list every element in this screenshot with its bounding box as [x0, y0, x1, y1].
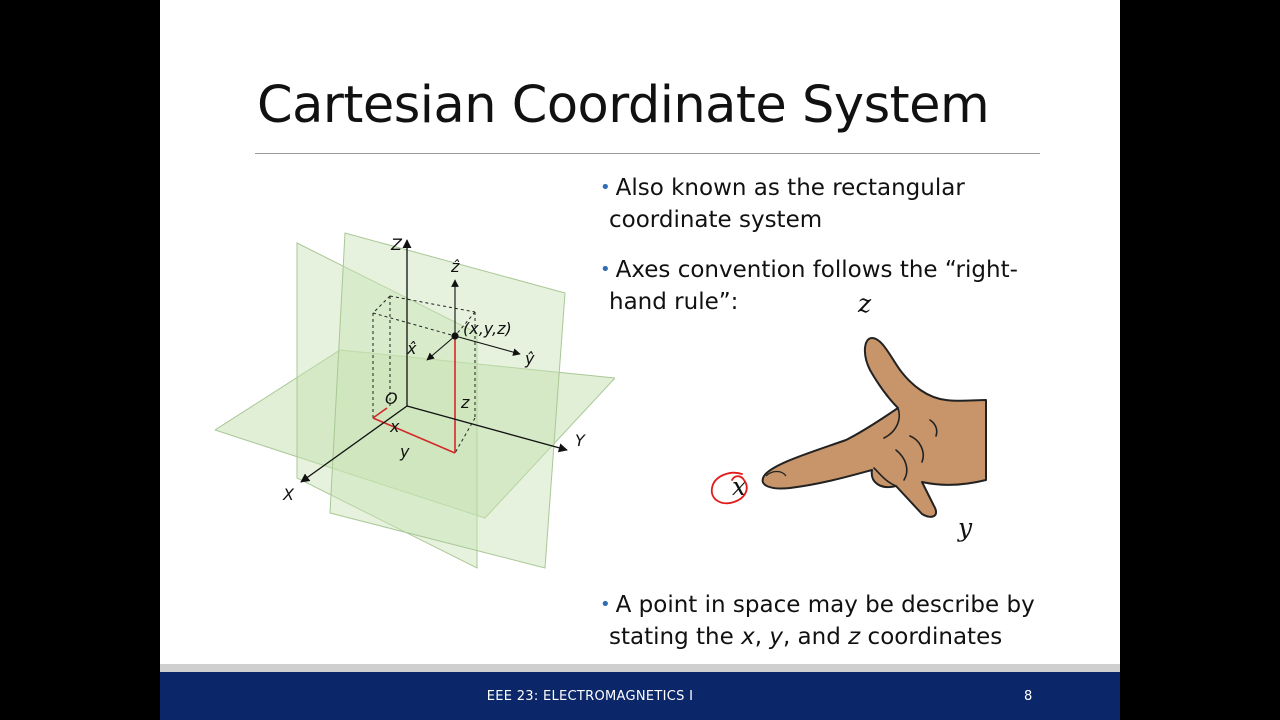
- bullet-point-in-space: [600, 589, 1060, 653]
- point-label: (x,y,z): [463, 319, 512, 338]
- slide: [160, 0, 1120, 720]
- var-y: y: [769, 624, 783, 650]
- hand-icon: [763, 338, 986, 517]
- hand-z-label: z: [858, 290, 872, 318]
- point-marker: [451, 332, 458, 339]
- hand-y-label: y: [958, 513, 973, 542]
- course-title: EEE 23: ELECTROMAGNETICS I: [486, 689, 694, 704]
- bullet-3-line-2: [600, 621, 1060, 653]
- z-coordinate-label: z: [461, 393, 470, 412]
- x-coordinate-label: x: [390, 417, 400, 436]
- title-divider: [255, 153, 1040, 154]
- z-axis-label: Z: [391, 235, 402, 254]
- bullet-dot-icon: •: [600, 259, 611, 280]
- x-axis-label: X: [283, 485, 294, 504]
- bullet-3-sep-2: , and: [782, 624, 849, 650]
- bullet-1-line-2: coordinate system: [609, 207, 823, 233]
- bullet-3-line-1: A point in space may be describe by: [615, 592, 1035, 618]
- bullet-3-suffix: coordinates: [860, 624, 1003, 650]
- bullet-1-line-1: Also known as the rectangular: [615, 175, 965, 201]
- bullet-dot-icon: •: [600, 594, 611, 615]
- y-hat-label: ŷ: [525, 349, 535, 368]
- bullet-2-line-1: Axes convention follows the “right-: [615, 257, 1018, 283]
- slide-footer: [160, 672, 1120, 720]
- yz-plane: [330, 233, 565, 568]
- bullet-dot-icon: •: [600, 177, 611, 198]
- var-z: z: [848, 624, 861, 650]
- z-hat-label: ẑ: [451, 257, 460, 276]
- footer-divider-band: [160, 664, 1120, 672]
- slide-title: Cartesian Coordinate System: [257, 76, 990, 135]
- right-hand-rule-diagram: [700, 290, 1000, 550]
- bullet-3-sep-1: ,: [754, 624, 770, 650]
- var-x: x: [741, 624, 755, 650]
- y-axis-label: Y: [575, 431, 585, 450]
- cartesian-axes-diagram: [215, 228, 615, 608]
- hand-x-label: x: [732, 472, 747, 501]
- bullet-2-line-2: hand rule”:: [609, 289, 739, 315]
- slide-number: 8: [1024, 689, 1033, 704]
- y-coordinate-label: y: [400, 442, 410, 461]
- x-hat-label: x̂: [407, 339, 417, 358]
- origin-label: O: [385, 389, 398, 408]
- bullet-rectangular: [600, 172, 1060, 236]
- bullet-3-prefix: stating the: [609, 624, 742, 650]
